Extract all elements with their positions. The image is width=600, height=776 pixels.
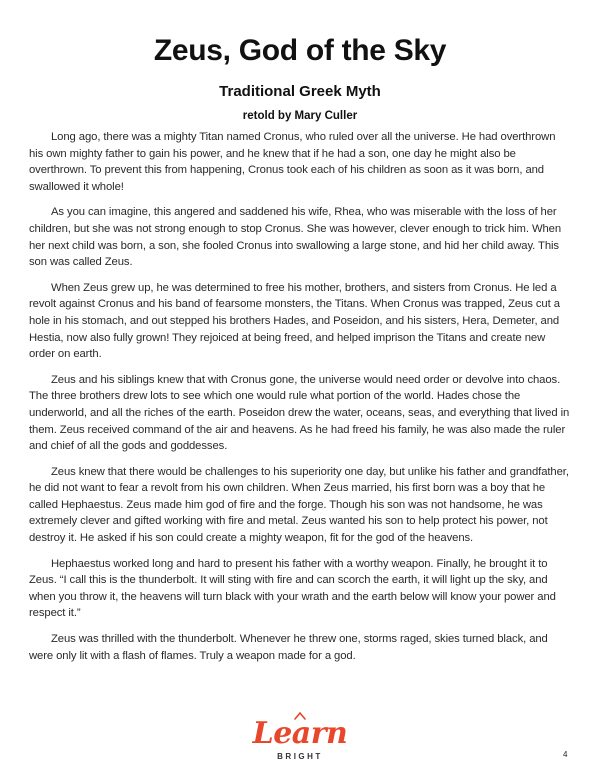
paragraph: Hephaestus worked long and hard to present his father with a worthy weapon. Finally, he brought it to Zeus. “I call this is the thunderbolt. It will sting with fire and can scorch the earth, it will light up the sky, and when you throw it, the heavens will turn black with your wrath and the earth below will know your power and respect it.” xyxy=(29,557,556,620)
paragraph: Zeus was thrilled with the thunderbolt. Whenever he threw one, storms raged, skies turned black, and were only lit with a flash of flames. Truly a weapon made for a god. xyxy=(29,633,548,662)
paragraph: As you can imagine, this angered and saddened his wife, Rhea, who was miserable with the loss of her children, but she was not strong enough to stop Cronus. She was however, clever enough to trick him. When her next child was born, a son, she fooled Cronus into swallowing a large stone, and hid her child away. This son was called Zeus. xyxy=(29,206,562,269)
page-subtitle: Traditional Greek Myth xyxy=(219,83,381,100)
paragraph: When Zeus grew up, he was determined to free his mother, brothers, and sisters from Cronus. He led a revolt against Cronus and his band of fearsome monsters, the Titans. When Cronus was trapped, Zeus cut a hole in his stomach, and out stepped his brothers Hades, and Poseidon, and his sisters, Hera, Demeter, and Hestia, now also fully grown! They rejoiced at being freed, and helped imprison the Titans and create new order on earth. xyxy=(29,281,560,361)
paragraph: Long ago, there was a mighty Titan named Cronus, who ruled over all the universe. He had overthrown his own mighty father to gain his power, and he knew that if he had a son, one day he might also be overthrown. To prevent this from happening, Cronus took each of his children as soon as it was born, and swallowed it whole! xyxy=(29,131,556,193)
page-title: Zeus, God of the Sky xyxy=(153,34,447,67)
page-number: 4 xyxy=(563,750,568,759)
byline: retold by Mary Culler xyxy=(242,110,358,122)
paragraph: Zeus and his siblings knew that with Cronus gone, the universe would need order or devolve into chaos. The three brothers drew lots to see which one would rule what portion of the world. Hades chose the underworld, and all the riches of the earth. Poseidon drew the water, oceans, seas, and everything that lived in them. Zeus received command of the air and heavens. As he had freed his family, he was also made the ruler and chief of all the gods and goddesses. xyxy=(29,373,570,453)
logo-wordmark: Learn xyxy=(252,716,348,751)
story-body xyxy=(29,129,571,673)
paragraph: Zeus knew that there would be challenges to his superiority one day, but unlike his father and grandfather, he did not want to fear a revolt from his own children. When Zeus married, his first born was a boy that he called Hephaestus. Zeus made him god of fire and the forge. Though his son was not handsome, he was extremely clever and gifted working with fire and metal. Zeus wanted his son to help protect his power, not destroy it. He asked if his son could create a mighty weapon, fit for the god of the heavens. xyxy=(29,465,569,545)
learn-bright-logo xyxy=(244,712,356,768)
logo-subtext: BRIGHT xyxy=(277,752,323,761)
